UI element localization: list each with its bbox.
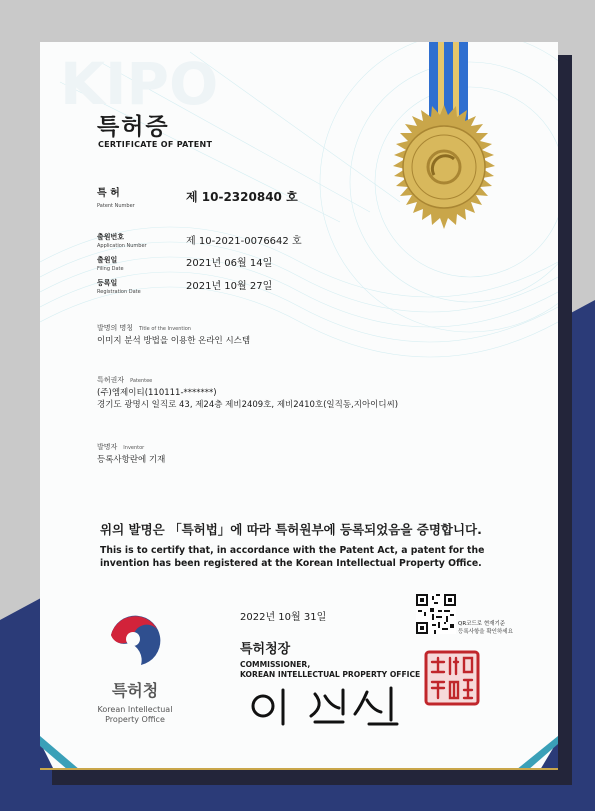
application-number-label: 출원번호 Application Number bbox=[97, 233, 147, 249]
commissioner-title-ko: 특허청장 bbox=[240, 642, 291, 657]
svg-text:KIPO: KIPO bbox=[60, 50, 219, 118]
qr-code-icon bbox=[416, 594, 456, 634]
commissioner-title-en: COMMISSIONER, KOREAN INTELLECTUAL PROPERTY OFFICE bbox=[240, 660, 421, 679]
filing-date-value: 2021년 06월 14일 bbox=[186, 258, 273, 269]
commissioner-signature bbox=[245, 684, 405, 730]
certification-statement-en: This is to certify that, in accordance with the Patent Act, a patent for the invention has been registered at the Korean Intellectual Property Office. bbox=[100, 545, 485, 569]
registration-date-value: 2021년 10월 27일 bbox=[186, 281, 273, 292]
invention-title-label: 발명의 명칭 Title of the Invention bbox=[97, 324, 191, 332]
page-subtitle: CERTIFICATE OF PATENT bbox=[98, 140, 213, 149]
office-name-ko: 특허청 bbox=[111, 681, 159, 700]
inventor-label: 발명자 Inventor bbox=[97, 443, 145, 451]
patent-number-label: 특 허 Patent Number bbox=[97, 188, 135, 209]
certification-statement-ko: 위의 발명은 「특허법」에 따라 특허원부에 등록되었음을 증명합니다. bbox=[100, 522, 482, 537]
issue-date: 2022년 10월 31일 bbox=[240, 612, 327, 623]
patentee-address: 경기도 광명시 일직로 43, 제24층 제비2409호, 제비2410호(일직동,지아이디씨) bbox=[97, 400, 399, 410]
official-seal-stamp bbox=[424, 650, 480, 706]
inventor-value: 등록사항란에 기재 bbox=[97, 455, 166, 465]
patentee-name: (주)엠제이티(110111-*******) bbox=[97, 388, 217, 398]
gold-seal-icon bbox=[379, 102, 509, 232]
filing-date-label: 출원일 Filing Date bbox=[97, 256, 124, 272]
bottom-decorative-band bbox=[40, 736, 558, 770]
invention-title-value: 이미지 분석 방법을 이용한 온라인 시스템 bbox=[97, 336, 251, 346]
certificate-paper bbox=[40, 42, 558, 770]
qr-code-note: QR코드로 현재기준 등록사항을 확인하세요 bbox=[458, 621, 513, 635]
page-title: 특허증 bbox=[97, 114, 170, 140]
patentee-label: 특허권자 Patentee bbox=[97, 376, 153, 384]
application-number-value: 제 10-2021-0076642 호 bbox=[186, 236, 302, 247]
registration-date-label: 등록일 Registration Date bbox=[97, 279, 141, 295]
office-name-en: Korean Intellectual Property Office bbox=[97, 705, 173, 724]
kipo-emblem-icon bbox=[104, 610, 166, 672]
patent-number-value: 제 10-2320840 호 bbox=[186, 190, 298, 204]
